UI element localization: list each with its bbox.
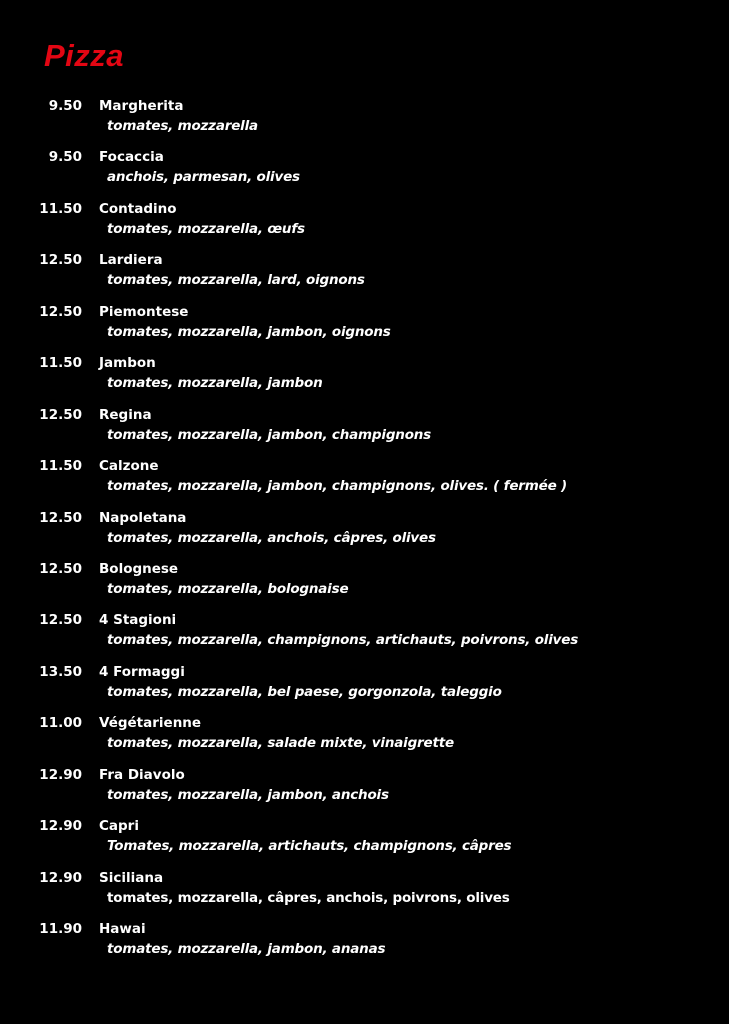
item-ingredients: tomates, mozzarella, jambon, champignons, olives. ( fermée )	[107, 478, 567, 495]
item-ingredients: tomates, mozzarella, jambon, anchois	[107, 786, 389, 803]
menu-item	[0, 866, 729, 917]
item-ingredients: tomates, mozzarella, jambon	[107, 375, 323, 392]
item-price: 12.90	[39, 818, 82, 835]
menu-item	[0, 145, 729, 196]
item-ingredients: tomates, mozzarella	[107, 118, 258, 134]
item-name: Végétarienne	[99, 715, 202, 732]
menu-item	[0, 506, 729, 557]
item-price: 11.50	[39, 355, 82, 372]
item-name: 4 Stagioni	[99, 612, 177, 629]
item-price: 11.90	[39, 921, 82, 937]
item-ingredients: tomates, mozzarella, bolognaise	[107, 580, 349, 597]
item-ingredients: tomates, mozzarella, lard, oignons	[107, 272, 365, 289]
item-price: 9.50	[48, 149, 82, 166]
item-name: Contadino	[99, 200, 177, 217]
item-price: 12.50	[39, 509, 82, 526]
menu-item	[0, 814, 729, 865]
item-ingredients: tomates, mozzarella, anchois, câpres, olives	[107, 529, 436, 546]
item-name: Napoletana	[99, 509, 187, 526]
item-ingredients: tomates, mozzarella, jambon, ananas	[107, 941, 386, 957]
item-ingredients: tomates, mozzarella, salade mixte, vinaigrette	[107, 735, 454, 752]
menu-item	[0, 197, 729, 248]
item-price: 9.50	[48, 98, 82, 114]
item-price: 11.50	[39, 458, 82, 475]
item-name: 4 Formaggi	[99, 663, 185, 680]
item-price: 12.90	[39, 766, 82, 783]
item-price: 13.50	[39, 663, 82, 680]
menu-item	[0, 711, 729, 762]
menu-item	[0, 248, 729, 299]
item-name: Siciliana	[99, 869, 164, 886]
item-price: 12.50	[39, 612, 82, 629]
item-ingredients: tomates, mozzarella, jambon, champignons	[107, 426, 432, 443]
item-name: Focaccia	[99, 149, 164, 166]
item-ingredients: tomates, mozzarella, œufs	[107, 220, 305, 237]
item-price: 12.50	[39, 252, 82, 269]
item-name: Regina	[99, 406, 152, 423]
menu-item	[0, 94, 729, 145]
menu-item	[0, 351, 729, 402]
menu-item	[0, 557, 729, 608]
item-ingredients: tomates, mozzarella, jambon, oignons	[107, 323, 391, 340]
menu-item	[0, 403, 729, 454]
item-name: Margherita	[99, 98, 184, 114]
menu-item	[0, 763, 729, 814]
item-price: 12.90	[39, 869, 82, 886]
menu-item	[0, 608, 729, 659]
item-name: Hawai	[99, 921, 146, 937]
item-ingredients: tomates, mozzarella, câpres, anchois, poivrons, olives	[107, 889, 510, 906]
item-price: 11.50	[39, 200, 82, 217]
item-name: Piemontese	[99, 303, 189, 320]
item-price: 12.50	[39, 303, 82, 320]
menu-item	[0, 300, 729, 351]
menu-item	[0, 917, 729, 968]
item-name: Lardiera	[99, 252, 163, 269]
menu-item	[0, 454, 729, 505]
item-name: Calzone	[99, 458, 159, 475]
page-title: Pizza	[44, 38, 125, 73]
item-ingredients: tomates, mozzarella, champignons, artichauts, poivrons, olives	[107, 632, 579, 649]
menu-item	[0, 660, 729, 711]
item-name: Capri	[99, 818, 139, 835]
item-price: 12.50	[39, 560, 82, 577]
item-name: Jambon	[99, 355, 156, 372]
item-name: Bolognese	[99, 560, 179, 577]
item-name: Fra Diavolo	[99, 766, 185, 783]
item-ingredients: anchois, parmesan, olives	[107, 169, 300, 186]
item-price: 12.50	[39, 406, 82, 423]
menu-list	[0, 94, 729, 968]
item-ingredients: Tomates, mozzarella, artichauts, champignons, câpres	[107, 838, 512, 855]
item-price: 11.00	[39, 715, 82, 732]
item-ingredients: tomates, mozzarella, bel paese, gorgonzola, taleggio	[107, 683, 502, 700]
